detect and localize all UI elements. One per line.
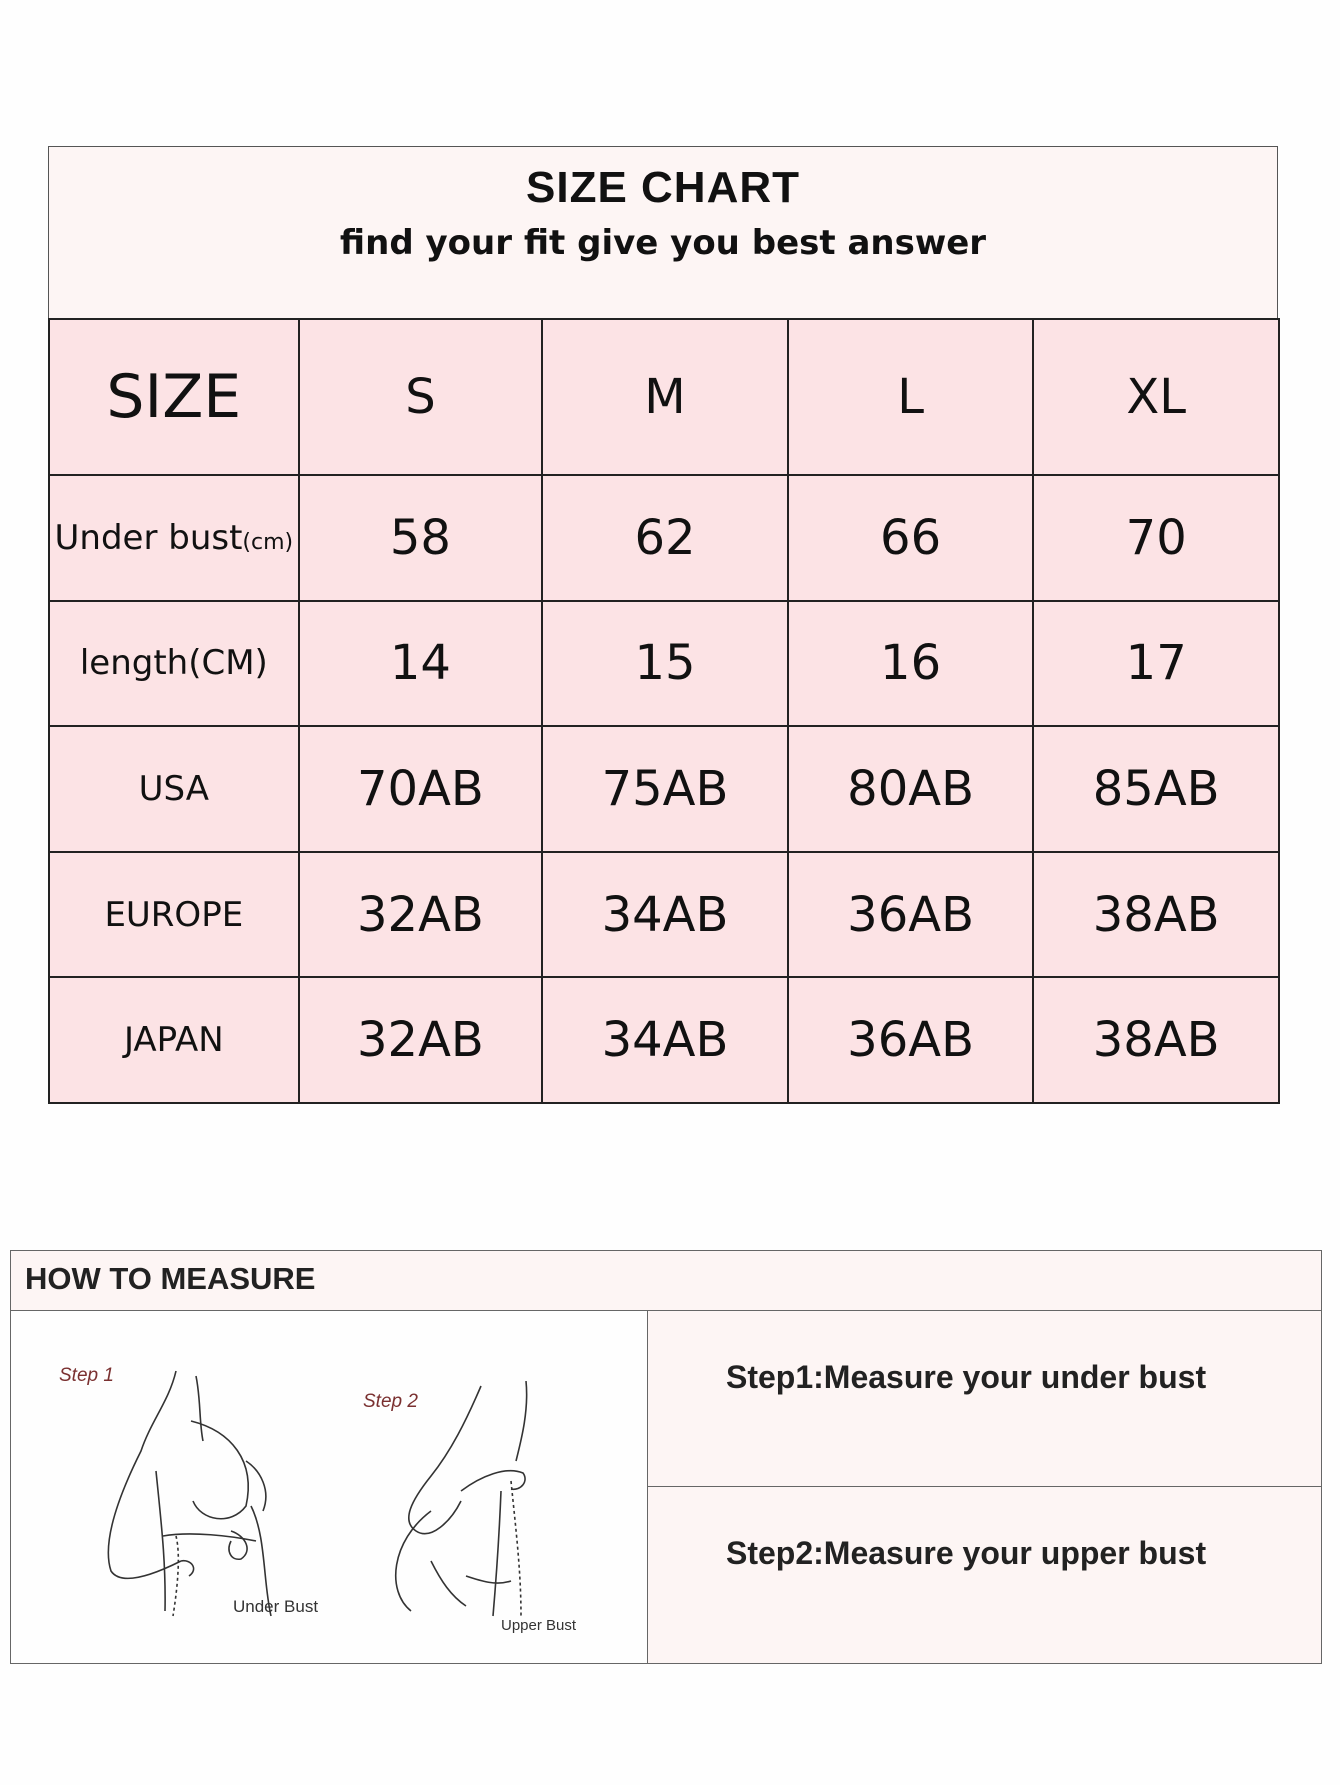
measure-steps	[648, 1311, 1321, 1663]
table-row	[49, 475, 1279, 601]
table-cell: 58	[299, 475, 543, 601]
row-label: EUROPE	[49, 852, 299, 978]
row-label: JAPAN	[49, 977, 299, 1103]
size-chart-header	[48, 146, 1278, 318]
table-cell: 14	[299, 601, 543, 727]
table-cell: 70AB	[299, 726, 543, 852]
size-column-header: S	[299, 319, 543, 475]
row-label-text: Under bust	[54, 517, 243, 558]
table-cell: 32AB	[299, 852, 543, 978]
step2-illustration-label: Step 2	[363, 1391, 418, 1412]
row-label	[49, 475, 299, 601]
measure-illustration	[11, 1311, 648, 1663]
torso-figure-step2-icon	[371, 1381, 591, 1621]
step1-instruction: Step1:Measure your under bust	[648, 1311, 1321, 1487]
table-cell: 62	[542, 475, 788, 601]
table-cell: 70	[1033, 475, 1279, 601]
size-table	[48, 318, 1280, 1104]
table-cell: 66	[788, 475, 1034, 601]
table-row	[49, 601, 1279, 727]
table-cell: 80AB	[788, 726, 1034, 852]
row-label: length(CM)	[49, 601, 299, 727]
table-cell: 38AB	[1033, 852, 1279, 978]
step2-instruction: Step2:Measure your upper bust	[726, 1535, 1207, 1571]
size-header-cell: SIZE	[49, 319, 299, 475]
table-cell: 36AB	[788, 852, 1034, 978]
step1-illustration-label: Step 1	[59, 1365, 114, 1386]
table-cell: 15	[542, 601, 788, 727]
torso-figure-step1-icon	[81, 1361, 321, 1621]
under-bust-label: Under Bust	[233, 1597, 319, 1616]
table-cell: 38AB	[1033, 977, 1279, 1103]
how-to-measure-section	[10, 1250, 1322, 1664]
table-row	[49, 977, 1279, 1103]
table-row	[49, 852, 1279, 978]
table-cell: 34AB	[542, 977, 788, 1103]
size-column-header: XL	[1033, 319, 1279, 475]
table-cell: 75AB	[542, 726, 788, 852]
chart-title: SIZE CHART	[526, 163, 800, 212]
table-cell: 85AB	[1033, 726, 1279, 852]
size-column-header: M	[542, 319, 788, 475]
table-row	[49, 726, 1279, 852]
chart-subtitle: find your fit give you best answer	[339, 223, 987, 263]
how-to-measure-title: HOW TO MEASURE	[11, 1251, 1321, 1311]
table-header-row	[49, 319, 1279, 475]
table-cell: 16	[788, 601, 1034, 727]
table-cell: 34AB	[542, 852, 788, 978]
table-cell: 17	[1033, 601, 1279, 727]
table-cell: 36AB	[788, 977, 1034, 1103]
row-label: USA	[49, 726, 299, 852]
how-to-measure-body	[11, 1311, 1321, 1663]
table-cell: 32AB	[299, 977, 543, 1103]
row-label-unit: (cm)	[242, 529, 294, 555]
upper-bust-label: Upper Bust	[501, 1617, 577, 1634]
size-column-header: L	[788, 319, 1034, 475]
